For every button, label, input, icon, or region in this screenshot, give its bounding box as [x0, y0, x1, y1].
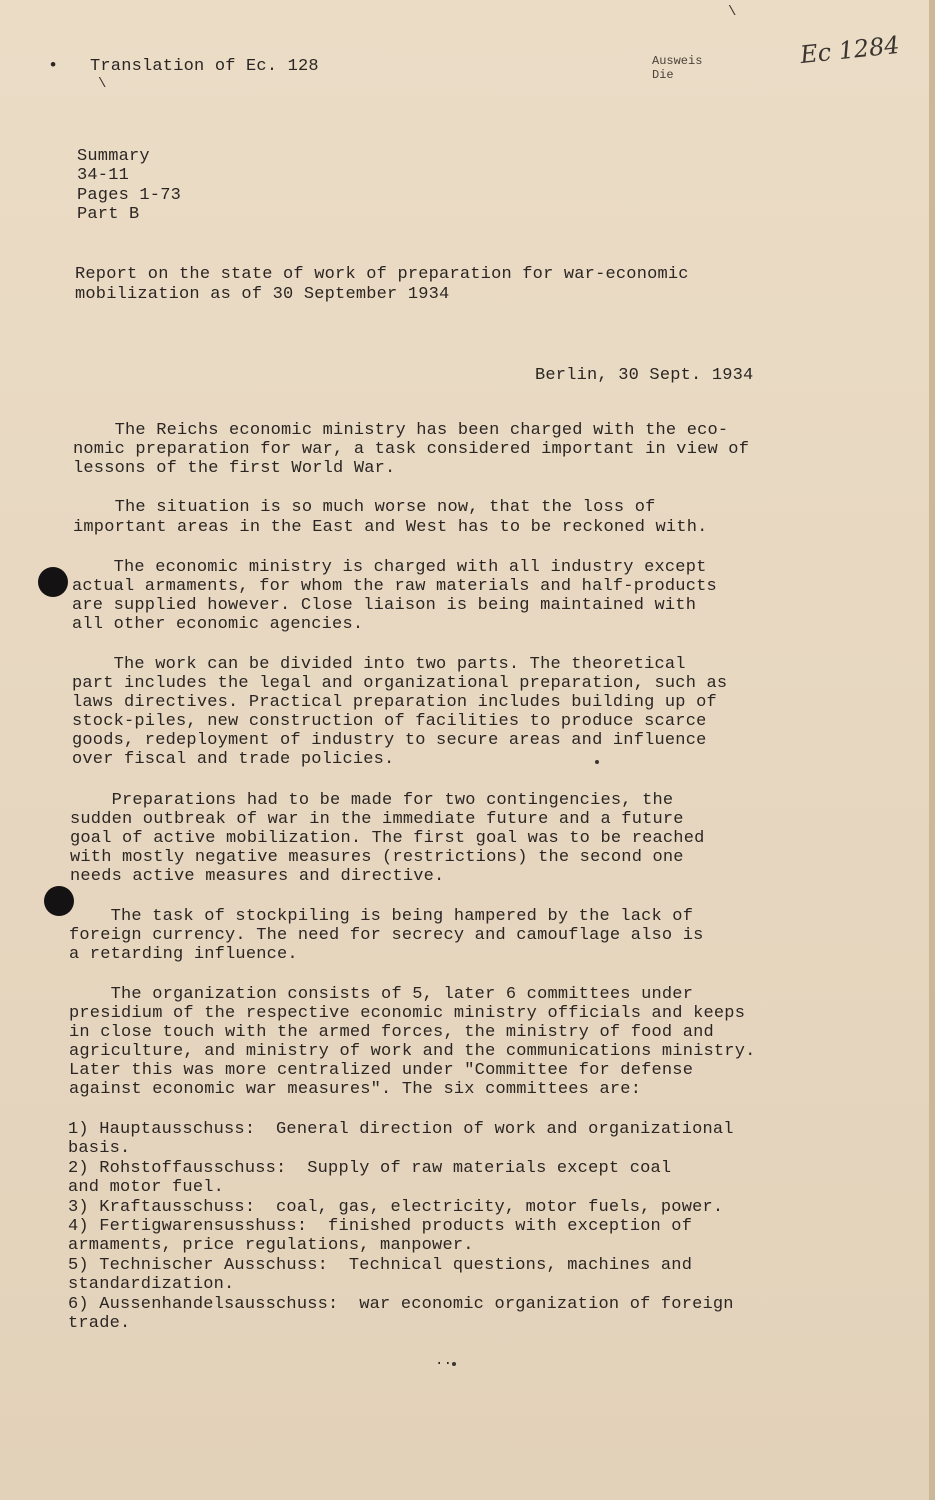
paragraph-line: a retarding influence.	[69, 945, 298, 964]
paragraph-line: in close touch with the armed forces, the ministry of food and	[69, 1023, 714, 1042]
paragraph-line: agriculture, and ministry of work and the communications ministry.	[69, 1042, 756, 1061]
dateline: Berlin, 30 Sept. 1934	[535, 366, 754, 385]
committee-item-continued: armaments, price regulations, manpower.	[68, 1236, 474, 1255]
continuation-mark: ..	[435, 1353, 453, 1369]
summary-line: 34-11	[77, 166, 130, 185]
punch-hole	[44, 886, 74, 916]
paragraph-line: The economic ministry is charged with all industry except	[72, 558, 707, 577]
handwritten-reference: Ec 1284	[798, 30, 901, 70]
paragraph-line: Preparations had to be made for two contingencies, the	[70, 791, 674, 810]
ink-speck	[595, 760, 599, 764]
paragraph-line: presidium of the respective economic ministry officials and keeps	[69, 1004, 746, 1023]
paragraph-line: actual armaments, for whom the raw materials and half-products	[72, 577, 717, 596]
ink-speck	[452, 1362, 456, 1366]
paragraph-line: all other economic agencies.	[72, 615, 364, 634]
paragraph-line: against economic war measures". The six committees are:	[69, 1080, 642, 1099]
summary-line: Pages 1-73	[77, 186, 182, 205]
paragraph-line: laws directives. Practical preparation includes building up of	[72, 693, 717, 712]
paragraph-line: lessons of the first World War.	[73, 459, 396, 478]
paragraph-line: are supplied however. Close liaison is being maintained with	[72, 596, 697, 615]
paragraph-line: with mostly negative measures (restrictions) the second one	[70, 848, 684, 867]
paragraph-line: The situation is so much worse now, that the loss of	[73, 498, 656, 517]
paragraph-line: important areas in the East and West has to be reckoned with.	[73, 518, 708, 537]
translation-reference: Translation of Ec. 128	[90, 57, 319, 76]
committee-item-continued: trade.	[68, 1314, 131, 1333]
paragraph-line: over fiscal and trade policies.	[72, 750, 395, 769]
committee-item-continued: basis.	[68, 1139, 131, 1158]
committee-item: 4) Fertigwarensusshuss: finished products with exception of	[68, 1217, 693, 1236]
bullet-mark: •	[48, 57, 59, 76]
committee-item: 3) Kraftausschuss: coal, gas, electricity, motor fuels, power.	[68, 1198, 724, 1217]
punch-hole	[38, 567, 68, 597]
committee-item: 1) Hauptausschuss: General direction of work and organizational	[68, 1120, 734, 1139]
paragraph-line: The task of stockpiling is being hampered by the lack of	[69, 907, 694, 926]
summary-line: Part B	[77, 205, 140, 224]
pen-tick-mark: \	[98, 76, 107, 92]
summary-line: Summary	[77, 147, 150, 166]
title-line: Report on the state of work of preparation for war-economic	[75, 265, 689, 284]
paragraph-line: needs active measures and directive.	[70, 867, 445, 886]
committee-item-continued: and motor fuel.	[68, 1178, 225, 1197]
paragraph-line: part includes the legal and organizational preparation, such as	[72, 674, 728, 693]
title-line: mobilization as of 30 September 1934	[75, 285, 450, 304]
paragraph-line: The Reichs economic ministry has been charged with the eco-	[73, 421, 729, 440]
committee-item: 2) Rohstoffausschuss: Supply of raw materials except coal	[68, 1159, 672, 1178]
paragraph-line: goal of active mobilization. The first goal was to be reached	[70, 829, 705, 848]
pen-mark: \	[728, 4, 737, 20]
paragraph-line: stock-piles, new construction of facilities to produce scarce	[72, 712, 707, 731]
paragraph-line: nomic preparation for war, a task considered important in view of	[73, 440, 750, 459]
committee-item: 5) Technischer Ausschuss: Technical questions, machines and	[68, 1256, 693, 1275]
committee-item: 6) Aussenhandelsausschuss: war economic organization of foreign	[68, 1295, 734, 1314]
paragraph-line: The work can be divided into two parts. The theoretical	[72, 655, 686, 674]
archive-stamp: Ausweis Die	[652, 54, 703, 82]
paragraph-line: Later this was more centralized under "Committee for defense	[69, 1061, 694, 1080]
paragraph-line: The organization consists of 5, later 6 committees under	[69, 985, 694, 1004]
page-edge	[929, 0, 935, 1500]
committee-item-continued: standardization.	[68, 1275, 235, 1294]
paragraph-line: sudden outbreak of war in the immediate future and a future	[70, 810, 684, 829]
paragraph-line: foreign currency. The need for secrecy and camouflage also is	[69, 926, 704, 945]
paragraph-line: goods, redeployment of industry to secure areas and influence	[72, 731, 707, 750]
